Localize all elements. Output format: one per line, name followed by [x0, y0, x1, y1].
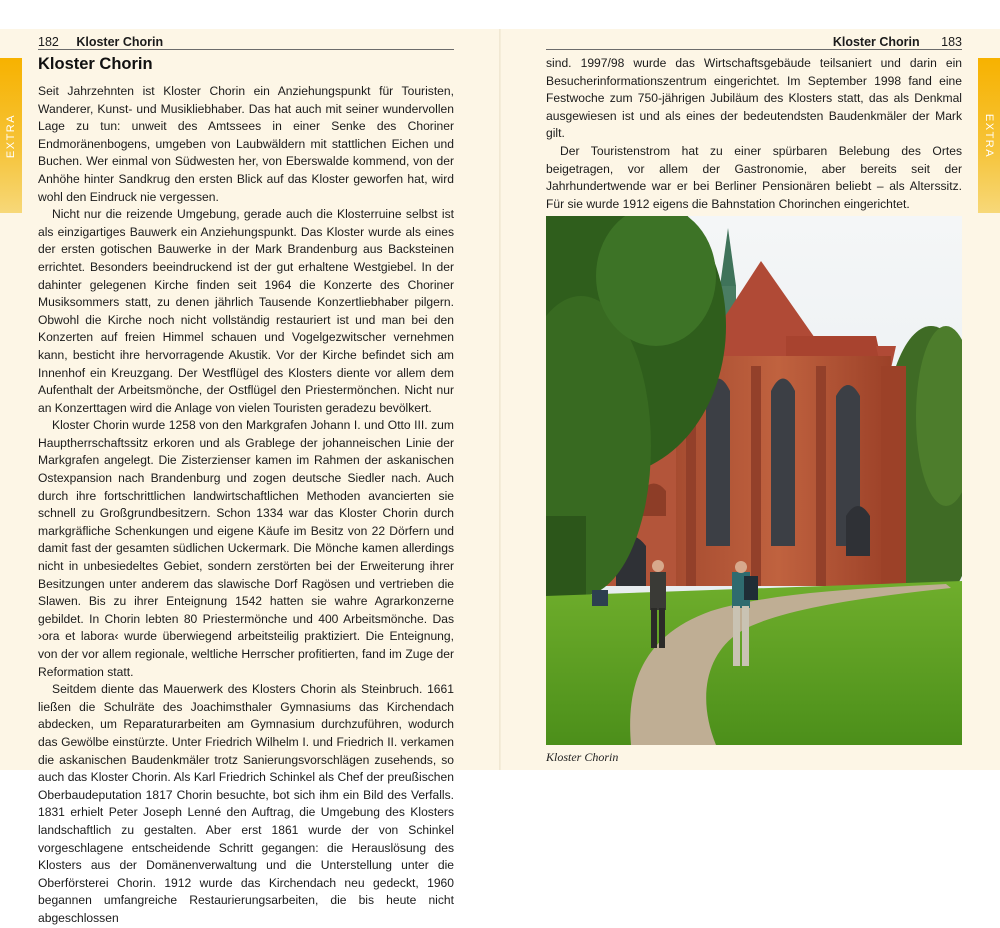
left-text-column [38, 83, 454, 928]
right-extra-tab [978, 58, 1000, 213]
book-spread [0, 29, 1000, 925]
right-header-rule [546, 49, 962, 50]
monastery-illustration [546, 216, 962, 745]
left-extra-tab [0, 58, 22, 213]
left-header-rule [38, 49, 454, 50]
left-running-head: Kloster Chorin [76, 35, 164, 49]
right-running-head: Kloster Chorin [832, 35, 920, 49]
monastery-photo [546, 216, 962, 745]
page-gutter [499, 29, 501, 770]
photo-caption: Kloster Chorin [546, 750, 619, 764]
paragraph: Der Touristenstrom hat zu einer spürbaren Belebung des Ortes beigetragen, vor allem der Gastronomie, aber bereits seit der Jahrhundertwende war er bei Berliner Pensionären beliebt – als Alterssitz. Für sie wurde 1912 eigens die Bahnstation Chorinchen eingerichtet. [546, 143, 962, 211]
page-title: Kloster Chorin [38, 55, 153, 73]
left-page-header [38, 35, 163, 49]
paragraph: Kloster Chorin wurde 1258 von den Markgrafen Johann I. und Otto III. zum Hauptherrschaftssitz erkoren und als Grablege der johanneischen Linie der Markgrafen angelegt. Die Zisterzienser kamen im Rahmen der askanischen Ostexpansion nach Brandenburg und zogen deutsche Siedler nach. Auch durch ihre fortschrittlichen landwirtschaftlichen Methoden avancierten sie schnell zu Großgrundbesitzern. Schon 1334 war das Kloster Chorin durch markgräfliche Schenkungen und eigene Käufe im Besitz von 22 Dörfern und damit fast der gesamten südlichen Uckermark. Die Mönche kamen allerdings nicht in unbesiedeltes Gebiet, sondern zerstörten bei der Erweiterung ihrer Besitzungen unter anderem das slawische Dorf Ragösen und vertrieben die Slawen. Bis zu ihrer Enteignung 1542 hatten sie wahre Agrarkonzerne gebildet. In Chorin lebten 80 Priestermönche und 400 Arbeitsmönche. Das ›ora et labora‹ wurde überwiegend arbeitsteilig praktiziert. Die Enteignung, von der vor allem regionale, weltliche Herrscher profitierten, fand im Zuge der Reformation statt. [38, 418, 454, 679]
paragraph: Seit Jahrzehnten ist Kloster Chorin ein Anziehungspunkt für Touristen, Wanderer, Kunst- und Musikliebhaber. Das hat auch mit seiner wundervollen Lage zu tun: unweit des Amtssees in einer Senke des Choriner Endmoränenbogens, umgeben von Laubwäldern mit stattlichen Eichen und Buchen. Wer einmal von Südwesten her, von Eberswalde kommend, von der Anhöhe hinter Sandkrug den ersten Blick auf das Kloster geworfen hat, wird wohl den Eindruck nie vergessen. [38, 84, 454, 204]
right-page-number: 183 [941, 35, 962, 49]
paragraph: sind. 1997/98 wurde das Wirtschaftsgebäude teilsaniert und darin ein Besucherinformationszentrum eingerichtet. Im September 1998 fand eine Festwoche zum 750-jährigen Jubiläum des Klosters statt, das als Denkmal ausgewiesen ist und als eines der bedeutendsten Baudenkmäler der Mark gilt. [546, 56, 962, 141]
paragraph: Seitdem diente das Mauerwerk des Klosters Chorin als Steinbruch. 1661 ließen die Schulräte des Joachimsthaler Gymnasiums das Kirchendach abdecken, um Reparaturarbeiten am Gymnasium durchzuführen, wodurch das Gewölbe einstürzte. Unter Friedrich Wilhelm I. und Friedrich II. verkamen die askanischen Baudenkmäler trotz Sanierungsvorschlägen zusehends, so auch das Kloster Chorin. Als Karl Friedrich Schinkel als Chef der preußischen Oberbaudeputation 1817 Chorin besuchte, bot sich ihm ein Bild des Verfalls. 1831 erhielt Peter Joseph Lenné den Auftrag, die Umgebung des Klosters landschaftlich zu gestalten. Aber erst 1861 wurde der von Schinkel vorgeschlagene entscheidende Schritt gegangen: die Herauslösung des Klosters aus der Domänenverwaltung und die Unterstellung unter die Oberförsterei Chorin. 1912 wurde das Kirchendach neu gedeckt, 1960 begannen umfangreiche Restaurierungsarbeiten, die bis heute nicht abgeschlossen [38, 682, 454, 925]
right-extra-tab-label: EXTRA [983, 113, 995, 158]
right-page-header [546, 35, 962, 49]
left-extra-tab-label: EXTRA [5, 113, 17, 158]
left-page-number: 182 [38, 35, 59, 49]
paragraph: Nicht nur die reizende Umgebung, gerade auch die Klosterruine selbst ist als einzigartiges Bauwerk ein Anziehungspunkt. Das Kloster wurde als eines der ersten gotischen Bauwerke in der Mark Brandenburg aus Backsteinen errichtet. Besonders beeindruckend ist der gut erhaltene Westgiebel. In der dahinter gelegenen Kirche finden seit 1964 die Konzerte des Choriner Musiksommers statt, zu denen jährlich Tausende Konzertliebhaber pilgern. Obwohl die Kirche noch nicht vollständig restauriert ist und man bei den Konzerten auf freien Himmel schauen und Vogelgezwitscher vernehmen kann, besticht ihre hervorragende Akustik. Vor der Kirche befindet sich am Innenhof ein Kreuzgang. Der Westflügel des Klosters diente vor allem dem Aufenthalt der Arbeitsmönche, der Ostflügel den Priestermönchen. Nicht nur an Konzerttagen wird die Anlage von vielen Touristen geradezu bevölkert. [38, 207, 454, 415]
